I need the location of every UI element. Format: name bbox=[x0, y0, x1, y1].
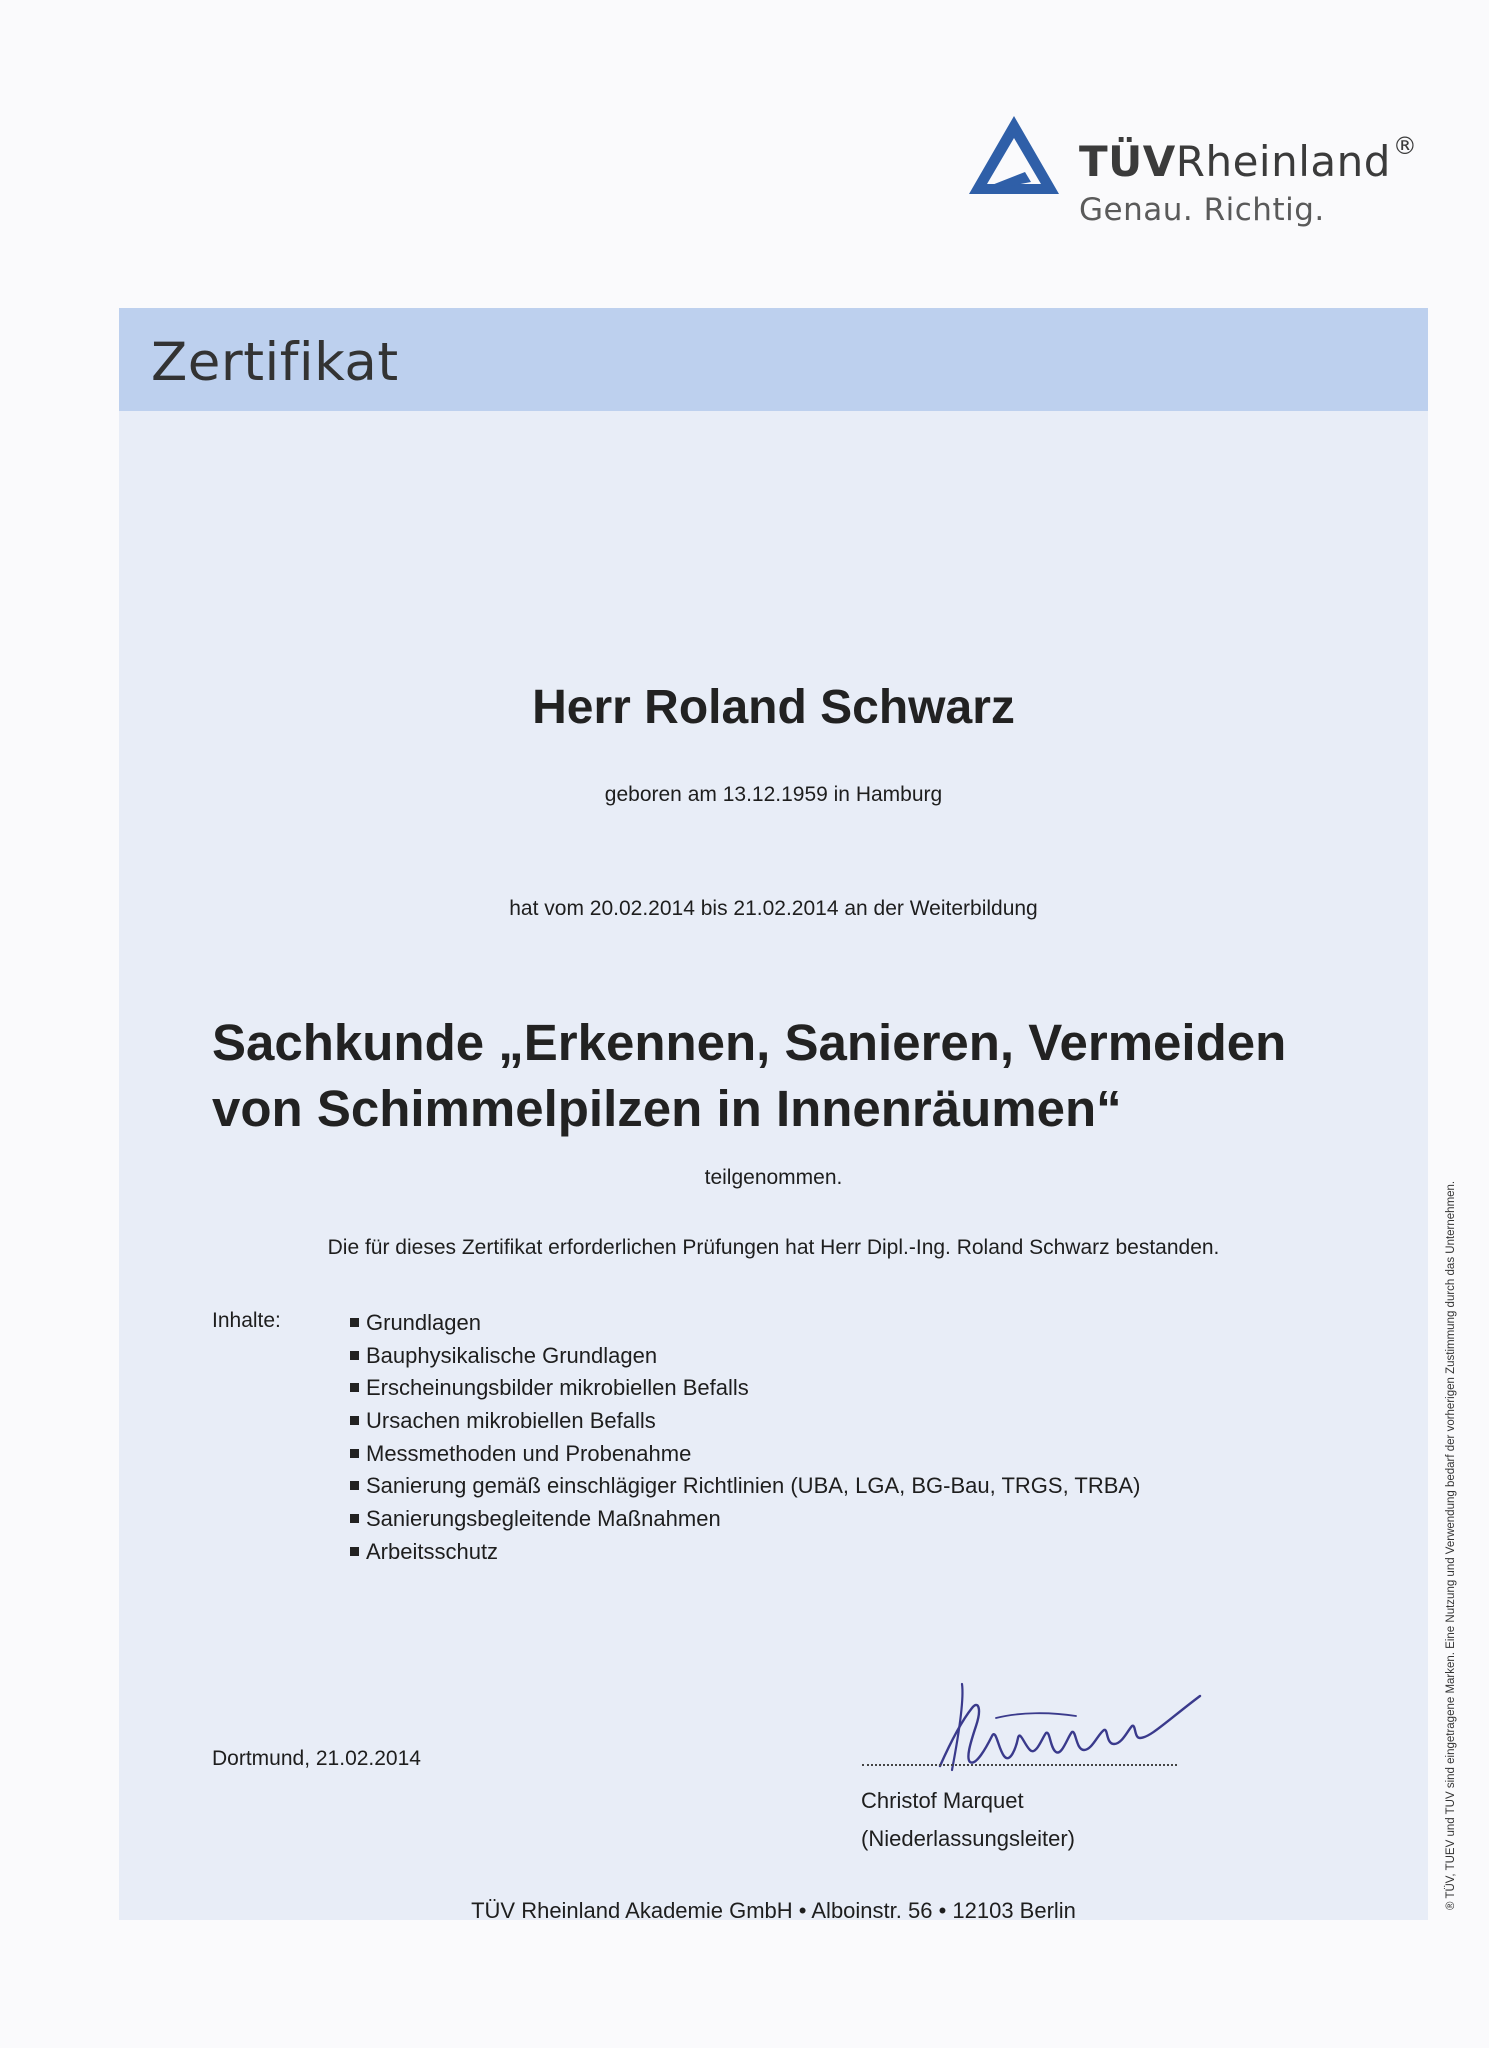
square-bullet-icon bbox=[350, 1416, 359, 1425]
square-bullet-icon bbox=[350, 1481, 359, 1490]
list-item: Erscheinungsbilder mikrobiellen Befalls bbox=[350, 1372, 1140, 1405]
course-title-line-2: von Schimmelpilzen in Innenräumen“ bbox=[212, 1080, 1122, 1137]
list-item: Sanierung gemäß einschlägiger Richtlinien (UBA, LGA, BG-Bau, TRGS, TRBA) bbox=[350, 1470, 1140, 1503]
signer-name: Christof Marquet bbox=[861, 1788, 1024, 1813]
list-item: Arbeitsschutz bbox=[350, 1536, 1140, 1569]
footer-address: TÜV Rheinland Akademie GmbH • Alboinstr. 56 • 12103 Berlin bbox=[471, 1898, 1076, 1923]
list-item: Bauphysikalische Grundlagen bbox=[350, 1340, 1140, 1373]
square-bullet-icon bbox=[350, 1514, 359, 1523]
list-item: Grundlagen bbox=[350, 1307, 1140, 1340]
course-title bbox=[212, 1010, 1412, 1142]
logo-claim: Genau. Richtig. bbox=[1079, 192, 1325, 228]
list-item: Messmethoden und Probenahme bbox=[350, 1438, 1140, 1471]
recipient-birth: geboren am 13.12.1959 in Hamburg bbox=[604, 783, 943, 806]
course-period: hat vom 20.02.2014 bis 21.02.2014 an der Weiterbildung bbox=[509, 897, 1038, 920]
trademark-note: ® TÜV, TUEV und TUV sind eingetragene Marken. Eine Nutzung und Verwendung bedarf der vorherigen Zustimmung durch das Unternehmen. bbox=[1445, 1180, 1457, 1910]
tuv-rheinland-logo bbox=[965, 112, 1425, 237]
square-bullet-icon bbox=[350, 1351, 359, 1360]
participated-text: teilgenommen. bbox=[704, 1166, 843, 1189]
square-bullet-icon bbox=[350, 1318, 359, 1327]
contents-label: Inhalte: bbox=[212, 1309, 281, 1332]
square-bullet-icon bbox=[350, 1383, 359, 1392]
logo-wordmark: TÜVRheinland® bbox=[1079, 132, 1418, 186]
signature-line bbox=[862, 1764, 1177, 1766]
place-and-date: Dortmund, 21.02.2014 bbox=[212, 1747, 421, 1770]
handwritten-signature bbox=[900, 1678, 1220, 1778]
contents-list bbox=[350, 1307, 1140, 1569]
square-bullet-icon bbox=[350, 1547, 359, 1556]
title-band bbox=[119, 308, 1428, 411]
course-title-line-1: Sachkunde „Erkennen, Sanieren, Vermeiden bbox=[212, 1014, 1287, 1071]
list-item: Sanierungsbegleitende Maßnahmen bbox=[350, 1503, 1140, 1536]
page-title: Zertifikat bbox=[151, 332, 399, 393]
signer-role: (Niederlassungsleiter) bbox=[861, 1826, 1075, 1851]
square-bullet-icon bbox=[350, 1449, 359, 1458]
tuv-triangle-icon bbox=[965, 112, 1063, 198]
recipient-name: Herr Roland Schwarz bbox=[532, 681, 1015, 734]
exam-statement: Die für dieses Zertifikat erforderlichen Prüfungen hat Herr Dipl.-Ing. Roland Schwarz bestanden. bbox=[327, 1236, 1220, 1259]
list-item: Ursachen mikrobiellen Befalls bbox=[350, 1405, 1140, 1438]
